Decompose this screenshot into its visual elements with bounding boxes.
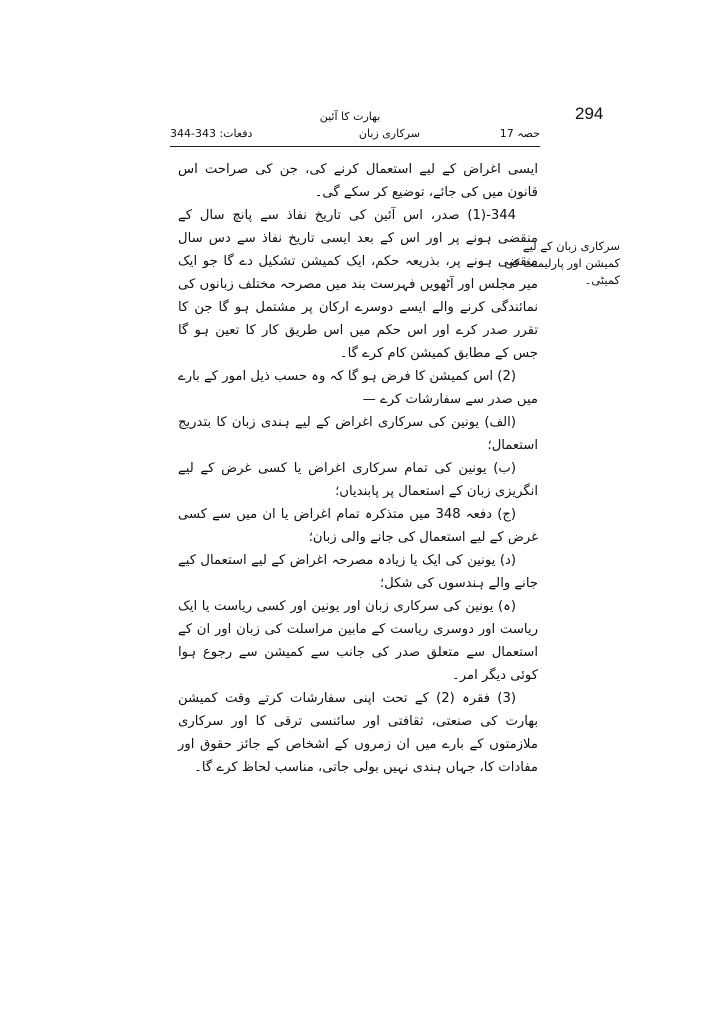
running-head: بھارت کا آئین [319, 110, 381, 123]
clause-be: (ب) یونین کی تمام سرکاری اغراض یا کسی غرض کے لیے انگریزی زبان کے استعمال پر پابندیاں؛ [178, 461, 538, 499]
paragraph-article-344-1: 344-(1) صدر، اس آئین کی تاریخ نفاذ سے پانچ سال کے منقضی ہونے پر اور اس کے بعد ایسی تاریخ نفاذ سے دس سال منقضی ہونے پر، بذریعہ حکم، ایک کمیشن تشکیل دے گا جو ایک میر مجلس اور آٹھویں فہرست بند میں مصرحہ مختلف زبانوں کی نمائندگی کرنے والے ایسے دوسرے ارکان پر مشتمل ہو گا جن کا تقرر صدر کرے اور اس حکم میں اس طریق کار کا تعین ہو گا جس کے مطابق کمیشن کام کرے گا۔ [178, 208, 538, 361]
main-text [178, 158, 538, 779]
subject-label: سرکاری زبان [358, 127, 420, 140]
page-number: 294 [575, 104, 604, 123]
margin-note: سرکاری زبان کے لیے کمیشن اور پارلیمنٹ کی کمیٹی۔ [504, 239, 620, 287]
paragraph-continuation: ایسی اغراض کے لیے استعمال کرنے کی، جن کی صراحت اس قانون میں کی جائے، توضیع کر سکے گی۔ [178, 162, 538, 200]
page-header [170, 127, 540, 143]
header-rule [170, 146, 540, 147]
clause-daal: (د) یونین کی ایک یا زیادہ مصرحہ اغراض کے لیے استعمال کیے جانے والے ہندسوں کی شکل؛ [178, 553, 538, 591]
paragraph-article-344-3: (3) فقرہ (2) کے تحت اپنی سفارشات کرتے وقت کمیشن بھارت کی صنعتی، ثقافتی اور سائنسی ترقی کا اور سرکاری ملازمتوں کے بارے میں ان زمروں کے اشخاص کے جائز حقوق اور مفادات کا، جہاں ہندی نہیں بولی جاتی، مناسب لحاظ کرے گا۔ [178, 691, 538, 775]
part-label: حصہ 17 [499, 127, 540, 140]
paragraph-article-344-2: (2) اس کمیشن کا فرض ہو گا کہ وہ حسب ذیل امور کے بارے میں صدر سے سفارشات کرے — [178, 369, 538, 407]
clause-alif: (الف) یونین کی سرکاری اغراض کے لیے ہندی زبان کا بتدریج استعمال؛ [178, 415, 538, 453]
articles-label: دفعات: 343-344 [170, 127, 253, 140]
clause-jeem: (ج) دفعہ 348 میں متذکرہ تمام اغراض یا ان میں سے کسی غرض کے لیے استعمال کی جانے والی زبان؛ [178, 507, 538, 545]
clause-he: (ہ) یونین کی سرکاری زبان اور یونین اور کسی ریاست یا ایک ریاست اور دوسری ریاست کے مابین مراسلت کی زبان اور ان کے استعمال سے متعلق صدر کی جانب سے کمیشن سے رجوع ہوا کوئی دیگر امر۔ [178, 599, 538, 683]
